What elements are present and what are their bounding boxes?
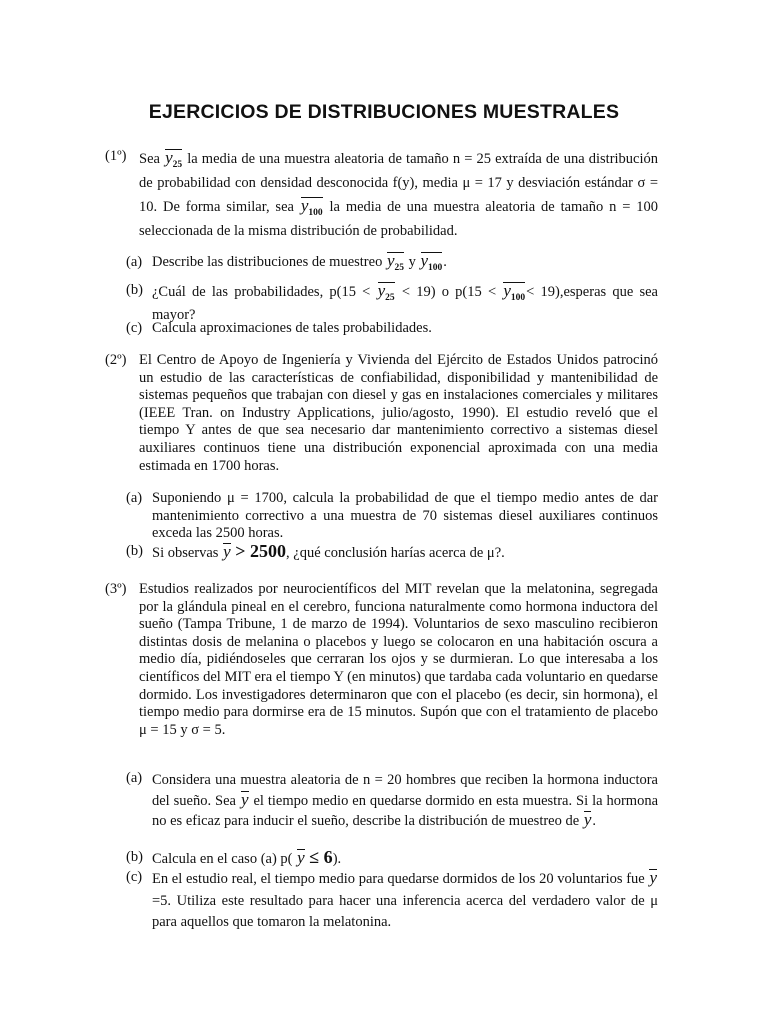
exercise-statement: Sea $y_{25}$ la media de una muestra aleatoria de tamaño n = 25 extraída de una distribución de probabilidad con densidad desconocida f(y), media μ = 17 y desviación estándar σ = 10. De forma similar, sea $y_{100}$ la media de una muestra aleatoria de tamaño n = 100 seleccionada de la misma distribución de probabilidad.: [139, 148, 659, 239]
exercise-2-item-b: (b) Si observas y > 2500, ¿qué conclusión harías acerca de μ?.: [126, 541, 505, 561]
exercise-2: [105, 352, 658, 475]
sample-mean-symbol: $y_{25}$: [386, 251, 404, 273]
exercise-statement: Estudios realizados por neurocientíficos del MIT revelan que la melatonina, segregada por la glándula pineal en el cerebro, funciona naturalmente como hormona inductora del sueño (Tampa Tribune, 1 de marzo de 1994). Voluntarios de sexo masculino recibieron distintas dosis de melanina o placebos y luego se colocaron en una habitación oscura a medio día, pidiéndoseles que cerraran los ojos y se durmieran. Lo que interesaba a los científicos del MIT era el tiempo Y (en minutos) que tardaba cada voluntario en quedarse dormido. Los investigadores determinaron que con el placebo (es decir, sin hormona), el tiempo medio para dormirse era de 15 minutos. Supón que con el tratamiento de placebo μ = 15 y σ = 5.: [139, 581, 658, 738]
sample-mean-symbol: $y_{100}$: [503, 281, 526, 303]
exercise-3: [105, 581, 658, 739]
exercise-number: (3º): [105, 581, 127, 597]
page-title: EJERCICIOS DE DISTRIBUCIONES MUESTRALES: [148, 101, 620, 123]
sample-mean-symbol: y: [297, 848, 305, 867]
sample-mean-symbol: y: [223, 542, 231, 561]
sample-mean-symbol: y: [583, 810, 592, 829]
sample-mean-symbol: $y_{25}$: [377, 281, 395, 303]
exercise-1-item-a: (a) Describe las distribuciones de muestreo $y_{25}$ y $y_{100}$.: [126, 251, 447, 273]
sample-mean-symbol: y: [240, 789, 249, 809]
exercise-2-item-a: (a) Suponiendo μ = 1700, calcula la probabilidad de que el tiempo medio antes de dar mantenimiento correctivo a una muestra de 70 sistemas diesel auxiliares continuos exceda las 2500 horas.: [126, 490, 658, 542]
sample-mean-symbol: $y_{25}$: [165, 148, 183, 170]
exercise-3-item-b: (b) Calcula en el caso (a) p( y ≤ 6).: [126, 847, 342, 867]
sample-mean-symbol: y: [649, 868, 657, 887]
exercise-3-item-a: (a) Considera una muestra aleatoria de n = 20 hombres que reciben la hormona inductora del sueño. Sea y el tiempo medio en quedarse dormido en esta muestra. Si la hormona no es eficaz para inducir el sueño, describe la distribución de muestreo de y.: [126, 770, 659, 829]
exercise-number: (2º): [105, 352, 127, 368]
exercise-1: [105, 148, 658, 243]
sample-mean-symbol: $y_{100}$: [420, 251, 443, 273]
exercise-number: (1º): [105, 148, 127, 164]
sample-mean-symbol: $y_{100}$: [300, 195, 323, 218]
exercise-1-item-c: (c) Calcula aproximaciones de tales probabilidades.: [126, 320, 432, 336]
exercise-1-item-b: (b) ¿Cuál de las probabilidades, $p(15 < y_{25} < 19)$ o $p(15 < y_{100}<$ 19),esperas que sea mayor?: [126, 281, 658, 323]
exercise-statement: El Centro de Apoyo de Ingeniería y Vivienda del Ejército de Estados Unidos patrocinó un estudio de las características de confiabilidad, disponibilidad y mantenibilidad de sistemas pequeños que trabajan con diesel y gas en instalaciones comerciales y militares (IEEE Tran. on Industry Applications, julio/agosto, 1990). El estudio reveló que el tiempo Y antes de que sea necesario dar mantenimiento correctivo a sistemas diesel auxiliares continuos tiene una distribución exponencial aproximada con una media estimada en 1700 horas.: [139, 352, 658, 474]
exercise-3-item-c: (c) En el estudio real, el tiempo medio para quedarse dormidos de los 20 voluntarios fue y=5. Utiliza este resultado para hacer una inferencia acerca del verdadero valor de μ para aquellos que tomaron la melatonina.: [126, 868, 658, 930]
